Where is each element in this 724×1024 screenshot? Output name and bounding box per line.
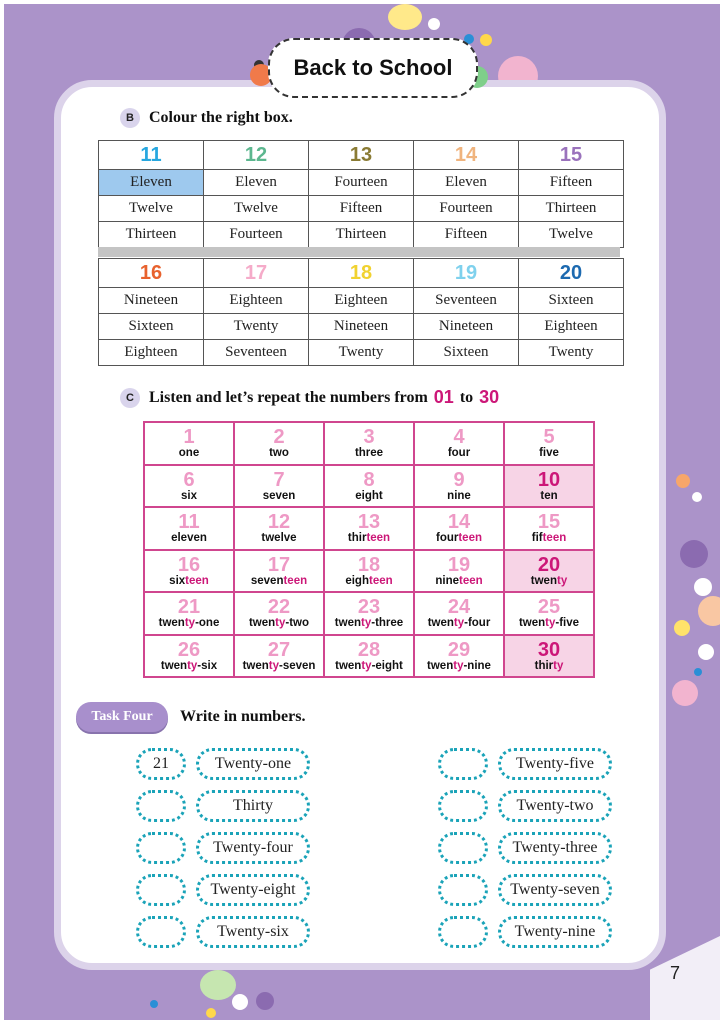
word-stem: seven (250, 574, 284, 587)
word-row (99, 340, 624, 366)
decor-dot (480, 34, 492, 46)
page-number: 7 (669, 963, 680, 983)
range-from: 01 (433, 387, 454, 407)
cell-number: 21 (177, 596, 201, 618)
word-box[interactable]: Thirteen (309, 222, 414, 248)
number-cell (145, 508, 235, 551)
word-box[interactable]: Fifteen (414, 222, 519, 248)
cell-word (427, 661, 491, 673)
cell-word (251, 576, 307, 588)
word-stem: twen (518, 617, 546, 629)
word-box[interactable]: Seventeen (204, 340, 309, 366)
number-cell (505, 508, 595, 551)
cell-word (532, 533, 567, 545)
cell-word (261, 533, 296, 545)
word-row (99, 222, 624, 248)
task-four-badge: Task Four (76, 702, 168, 732)
number-cell (415, 551, 505, 594)
cell-word (243, 661, 316, 673)
word-box[interactable]: Sixteen (519, 288, 624, 314)
decor-dot (232, 994, 248, 1010)
word-box[interactable]: Seventeen (414, 288, 519, 314)
number-cell (325, 636, 415, 679)
number-cell (415, 423, 505, 466)
table2-number: 18 (309, 259, 414, 288)
word-stem: four (447, 447, 471, 459)
word-stem: eight (355, 489, 383, 502)
number-cell (235, 593, 325, 636)
number-cell (235, 551, 325, 594)
cell-number: 2 (273, 426, 285, 448)
number-cell (505, 593, 595, 636)
decor-dot (150, 1000, 158, 1008)
cell-word (161, 661, 217, 673)
section-b-heading (120, 108, 293, 128)
word-stem: six (169, 574, 186, 587)
word-stem: fif (531, 532, 543, 544)
word-suffix: teen (368, 574, 393, 587)
cell-word (448, 448, 470, 460)
word-row (99, 170, 624, 196)
decor-dot (388, 4, 422, 30)
answer-oval[interactable]: 21 (136, 748, 186, 780)
word-suffix: ty (268, 659, 279, 672)
answer-oval[interactable] (438, 916, 488, 948)
answer-oval[interactable] (136, 874, 186, 906)
table1-number: 12 (204, 141, 309, 170)
word-suffix: teen (185, 574, 209, 587)
cell-word (355, 491, 382, 503)
number-cell (505, 551, 595, 594)
cell-number: 3 (363, 426, 375, 448)
cell-word (519, 618, 579, 630)
word-suffix: ty (361, 659, 372, 672)
cell-word (345, 576, 392, 588)
cell-number: 19 (447, 553, 471, 576)
word-oval: Twenty-one (196, 748, 310, 780)
word-box[interactable]: Twelve (519, 222, 624, 248)
cell-number: 22 (267, 596, 291, 618)
word-suffix: teen (542, 532, 567, 544)
word-stem: twen (242, 659, 269, 672)
decor-dot (676, 474, 690, 488)
word-suffix: ty (187, 659, 198, 672)
word-box[interactable]: Sixteen (414, 340, 519, 366)
word-row (99, 288, 624, 314)
cell-word (436, 533, 482, 545)
decor-dot (672, 680, 698, 706)
cell-number: 7 (273, 468, 285, 491)
table2-number: 19 (414, 259, 519, 288)
cell-number: 10 (537, 468, 561, 491)
cell-word (335, 661, 403, 673)
word-tail: -six (197, 659, 218, 672)
number-row (99, 141, 624, 170)
word-oval: Thirty (196, 790, 310, 822)
cell-word (539, 448, 559, 460)
table1-number: 15 (519, 141, 624, 170)
decor-dot (694, 578, 712, 596)
word-oval: Twenty-seven (498, 874, 612, 906)
word-box[interactable]: Nineteen (99, 288, 204, 314)
answer-oval[interactable] (438, 874, 488, 906)
word-tail: -one (195, 617, 220, 629)
table-divider (98, 247, 620, 257)
cell-word (249, 618, 309, 630)
word-box[interactable]: Eighteen (204, 288, 309, 314)
word-stem: nine (435, 574, 459, 587)
word-stem: twen (334, 617, 361, 629)
cell-word (179, 448, 199, 460)
cell-word (169, 576, 209, 588)
word-suffix: ty (184, 617, 196, 629)
cell-number: 17 (267, 553, 291, 576)
cell-number: 6 (183, 468, 195, 491)
cell-word (428, 618, 491, 630)
answer-oval[interactable] (438, 832, 488, 864)
word-stem: twen (158, 617, 185, 629)
section-c-instruction: Listen and let’s repeat the numbers from (149, 388, 428, 406)
word-oval: Twenty-nine (498, 916, 612, 948)
page-title: Back to School (293, 55, 453, 80)
number-cell (505, 636, 595, 679)
word-box[interactable]: Fourteen (414, 196, 519, 222)
number-cell (325, 508, 415, 551)
number-cell (235, 636, 325, 679)
colour-table-1 (98, 140, 624, 248)
cell-number: 14 (447, 511, 471, 533)
cell-number: 24 (447, 596, 471, 618)
decor-dot (692, 492, 702, 502)
number-cell (325, 551, 415, 594)
cell-number: 1 (183, 426, 195, 448)
table1-number: 11 (99, 141, 204, 170)
word-suffix: teen (283, 574, 308, 587)
number-cell (145, 466, 235, 509)
answer-oval[interactable] (438, 748, 488, 780)
decor-dot (674, 620, 690, 636)
number-cell (415, 508, 505, 551)
number-cell (145, 636, 235, 679)
word-box[interactable]: Twelve (204, 196, 309, 222)
word-suffix: ty (545, 617, 556, 629)
answer-oval[interactable] (136, 832, 186, 864)
number-cell (505, 423, 595, 466)
section-c-badge: C (120, 388, 140, 408)
word-box[interactable]: Thirteen (519, 196, 624, 222)
word-box[interactable]: Fourteen (204, 222, 309, 248)
word-stem: three (354, 447, 384, 459)
number-cell (145, 423, 235, 466)
table2-number: 20 (519, 259, 624, 288)
number-cell (325, 423, 415, 466)
table1-number: 14 (414, 141, 519, 170)
cell-word (531, 576, 567, 588)
word-stem: thir (534, 659, 554, 672)
number-cell (415, 466, 505, 509)
cell-word (159, 618, 220, 630)
cell-number: 8 (363, 468, 375, 491)
word-oval: Twenty-eight (196, 874, 310, 906)
word-box[interactable]: Eighteen (519, 314, 624, 340)
cell-word (348, 533, 390, 545)
word-tail: -nine (463, 659, 491, 672)
word-suffix: teen (458, 574, 483, 587)
numbers-grid (143, 421, 595, 678)
word-tail: -two (285, 617, 310, 629)
word-oval: Twenty-four (196, 832, 310, 864)
decor-dot (694, 668, 702, 676)
number-cell (325, 593, 415, 636)
range-to: 30 (479, 387, 500, 407)
cell-number: 29 (447, 638, 471, 661)
word-stem: twen (160, 659, 188, 672)
cell-number: 4 (453, 426, 465, 448)
word-box[interactable]: Fifteen (519, 170, 624, 196)
word-oval: Twenty-six (196, 916, 310, 948)
cell-number: 15 (537, 511, 561, 533)
word-tail: -four (464, 617, 491, 629)
cell-word (535, 661, 564, 673)
decor-dot (680, 540, 708, 568)
section-b-instruction: Colour the right box. (149, 109, 293, 126)
task-four-instruction: Write in numbers. (180, 708, 306, 725)
colour-table-2 (98, 258, 624, 366)
number-cell (325, 466, 415, 509)
number-cell (505, 466, 595, 509)
word-box[interactable]: Eighteen (309, 288, 414, 314)
word-stem: twen (427, 659, 454, 672)
word-stem: twen (530, 574, 557, 587)
decor-dot (200, 970, 236, 1000)
cell-number: 9 (453, 468, 465, 491)
word-stem: four (435, 532, 459, 544)
word-stem: six (181, 489, 197, 502)
word-stem: eleven (171, 532, 207, 544)
word-box[interactable]: Nineteen (309, 314, 414, 340)
word-suffix: ty (275, 617, 286, 629)
word-box[interactable]: Twenty (309, 340, 414, 366)
word-suffix: teen (458, 532, 482, 544)
word-row (99, 196, 624, 222)
word-box[interactable]: Fourteen (309, 170, 414, 196)
number-cell (235, 508, 325, 551)
cell-word (269, 448, 289, 460)
word-stem: two (269, 447, 289, 459)
table2-number: 17 (204, 259, 309, 288)
decor-dot (256, 992, 274, 1010)
cell-number: 30 (537, 638, 561, 661)
word-box[interactable]: Sixteen (99, 314, 204, 340)
word-stem: five (539, 447, 559, 459)
number-cell (145, 551, 235, 594)
section-b-badge: B (120, 108, 140, 128)
word-box[interactable]: Eleven (204, 170, 309, 196)
word-stem: ten (540, 489, 558, 502)
word-row (99, 314, 624, 340)
cell-word (263, 491, 296, 503)
word-suffix: ty (556, 574, 568, 587)
cell-word (181, 491, 197, 503)
table2-number: 16 (99, 259, 204, 288)
cell-word (435, 576, 482, 588)
table1-number: 13 (309, 141, 414, 170)
word-suffix: teen (366, 532, 391, 544)
word-stem: twelve (261, 532, 297, 544)
page-title-box (268, 38, 478, 98)
word-suffix: ty (361, 617, 372, 629)
word-stem: eigh (345, 574, 369, 587)
word-box[interactable]: Nineteen (414, 314, 519, 340)
answer-oval[interactable] (136, 790, 186, 822)
word-oval: Twenty-five (498, 748, 612, 780)
number-cell (235, 466, 325, 509)
word-box[interactable]: Twenty (519, 340, 624, 366)
cell-number: 5 (543, 426, 555, 448)
cell-word (171, 533, 207, 545)
word-tail: -five (555, 617, 580, 629)
number-row (99, 259, 624, 288)
word-stem: twen (248, 617, 276, 629)
cell-number: 12 (267, 511, 291, 533)
word-tail: -seven (279, 659, 316, 672)
cell-number: 26 (177, 638, 201, 661)
range-to-word: to (459, 388, 474, 406)
word-box[interactable]: Fifteen (309, 196, 414, 222)
cell-number: 11 (178, 511, 200, 533)
cell-number: 16 (177, 553, 201, 576)
word-box[interactable]: Eighteen (99, 340, 204, 366)
word-suffix: ty (553, 659, 564, 672)
answer-oval[interactable] (136, 916, 186, 948)
number-cell (415, 593, 505, 636)
cell-word (540, 491, 557, 503)
word-stem: one (178, 447, 200, 459)
decor-dot (428, 18, 440, 30)
word-oval: Twenty-three (498, 832, 612, 864)
word-oval: Twenty-two (498, 790, 612, 822)
word-stem: seven (262, 489, 296, 502)
cell-word (335, 618, 403, 630)
cell-number: 20 (537, 553, 561, 576)
number-cell (235, 423, 325, 466)
word-box[interactable]: Twenty (204, 314, 309, 340)
cell-number: 28 (357, 638, 381, 661)
cell-word (447, 491, 471, 503)
word-suffix: ty (453, 659, 464, 672)
cell-number: 27 (267, 638, 291, 661)
word-stem: nine (447, 489, 471, 502)
decor-dot (206, 1008, 216, 1018)
number-cell (145, 593, 235, 636)
word-box[interactable]: Twelve (99, 196, 204, 222)
cell-number: 13 (357, 511, 381, 533)
word-box[interactable]: Thirteen (99, 222, 204, 248)
decor-dot (698, 644, 714, 660)
word-tail: -eight (371, 659, 403, 672)
number-cell (415, 636, 505, 679)
section-c-heading (120, 387, 505, 408)
word-suffix: ty (453, 617, 465, 629)
decor-dot (698, 596, 720, 626)
word-stem: twen (427, 617, 454, 629)
word-tail: -three (371, 617, 404, 629)
word-stem: thir (347, 532, 367, 544)
word-box[interactable]: Eleven (414, 170, 519, 196)
cell-word (355, 448, 383, 460)
cell-number: 18 (357, 553, 381, 576)
cell-number: 23 (357, 596, 381, 618)
word-stem: twen (335, 659, 362, 672)
cell-number: 25 (537, 596, 561, 618)
answer-oval[interactable] (438, 790, 488, 822)
word-box[interactable]: Eleven (99, 170, 204, 196)
